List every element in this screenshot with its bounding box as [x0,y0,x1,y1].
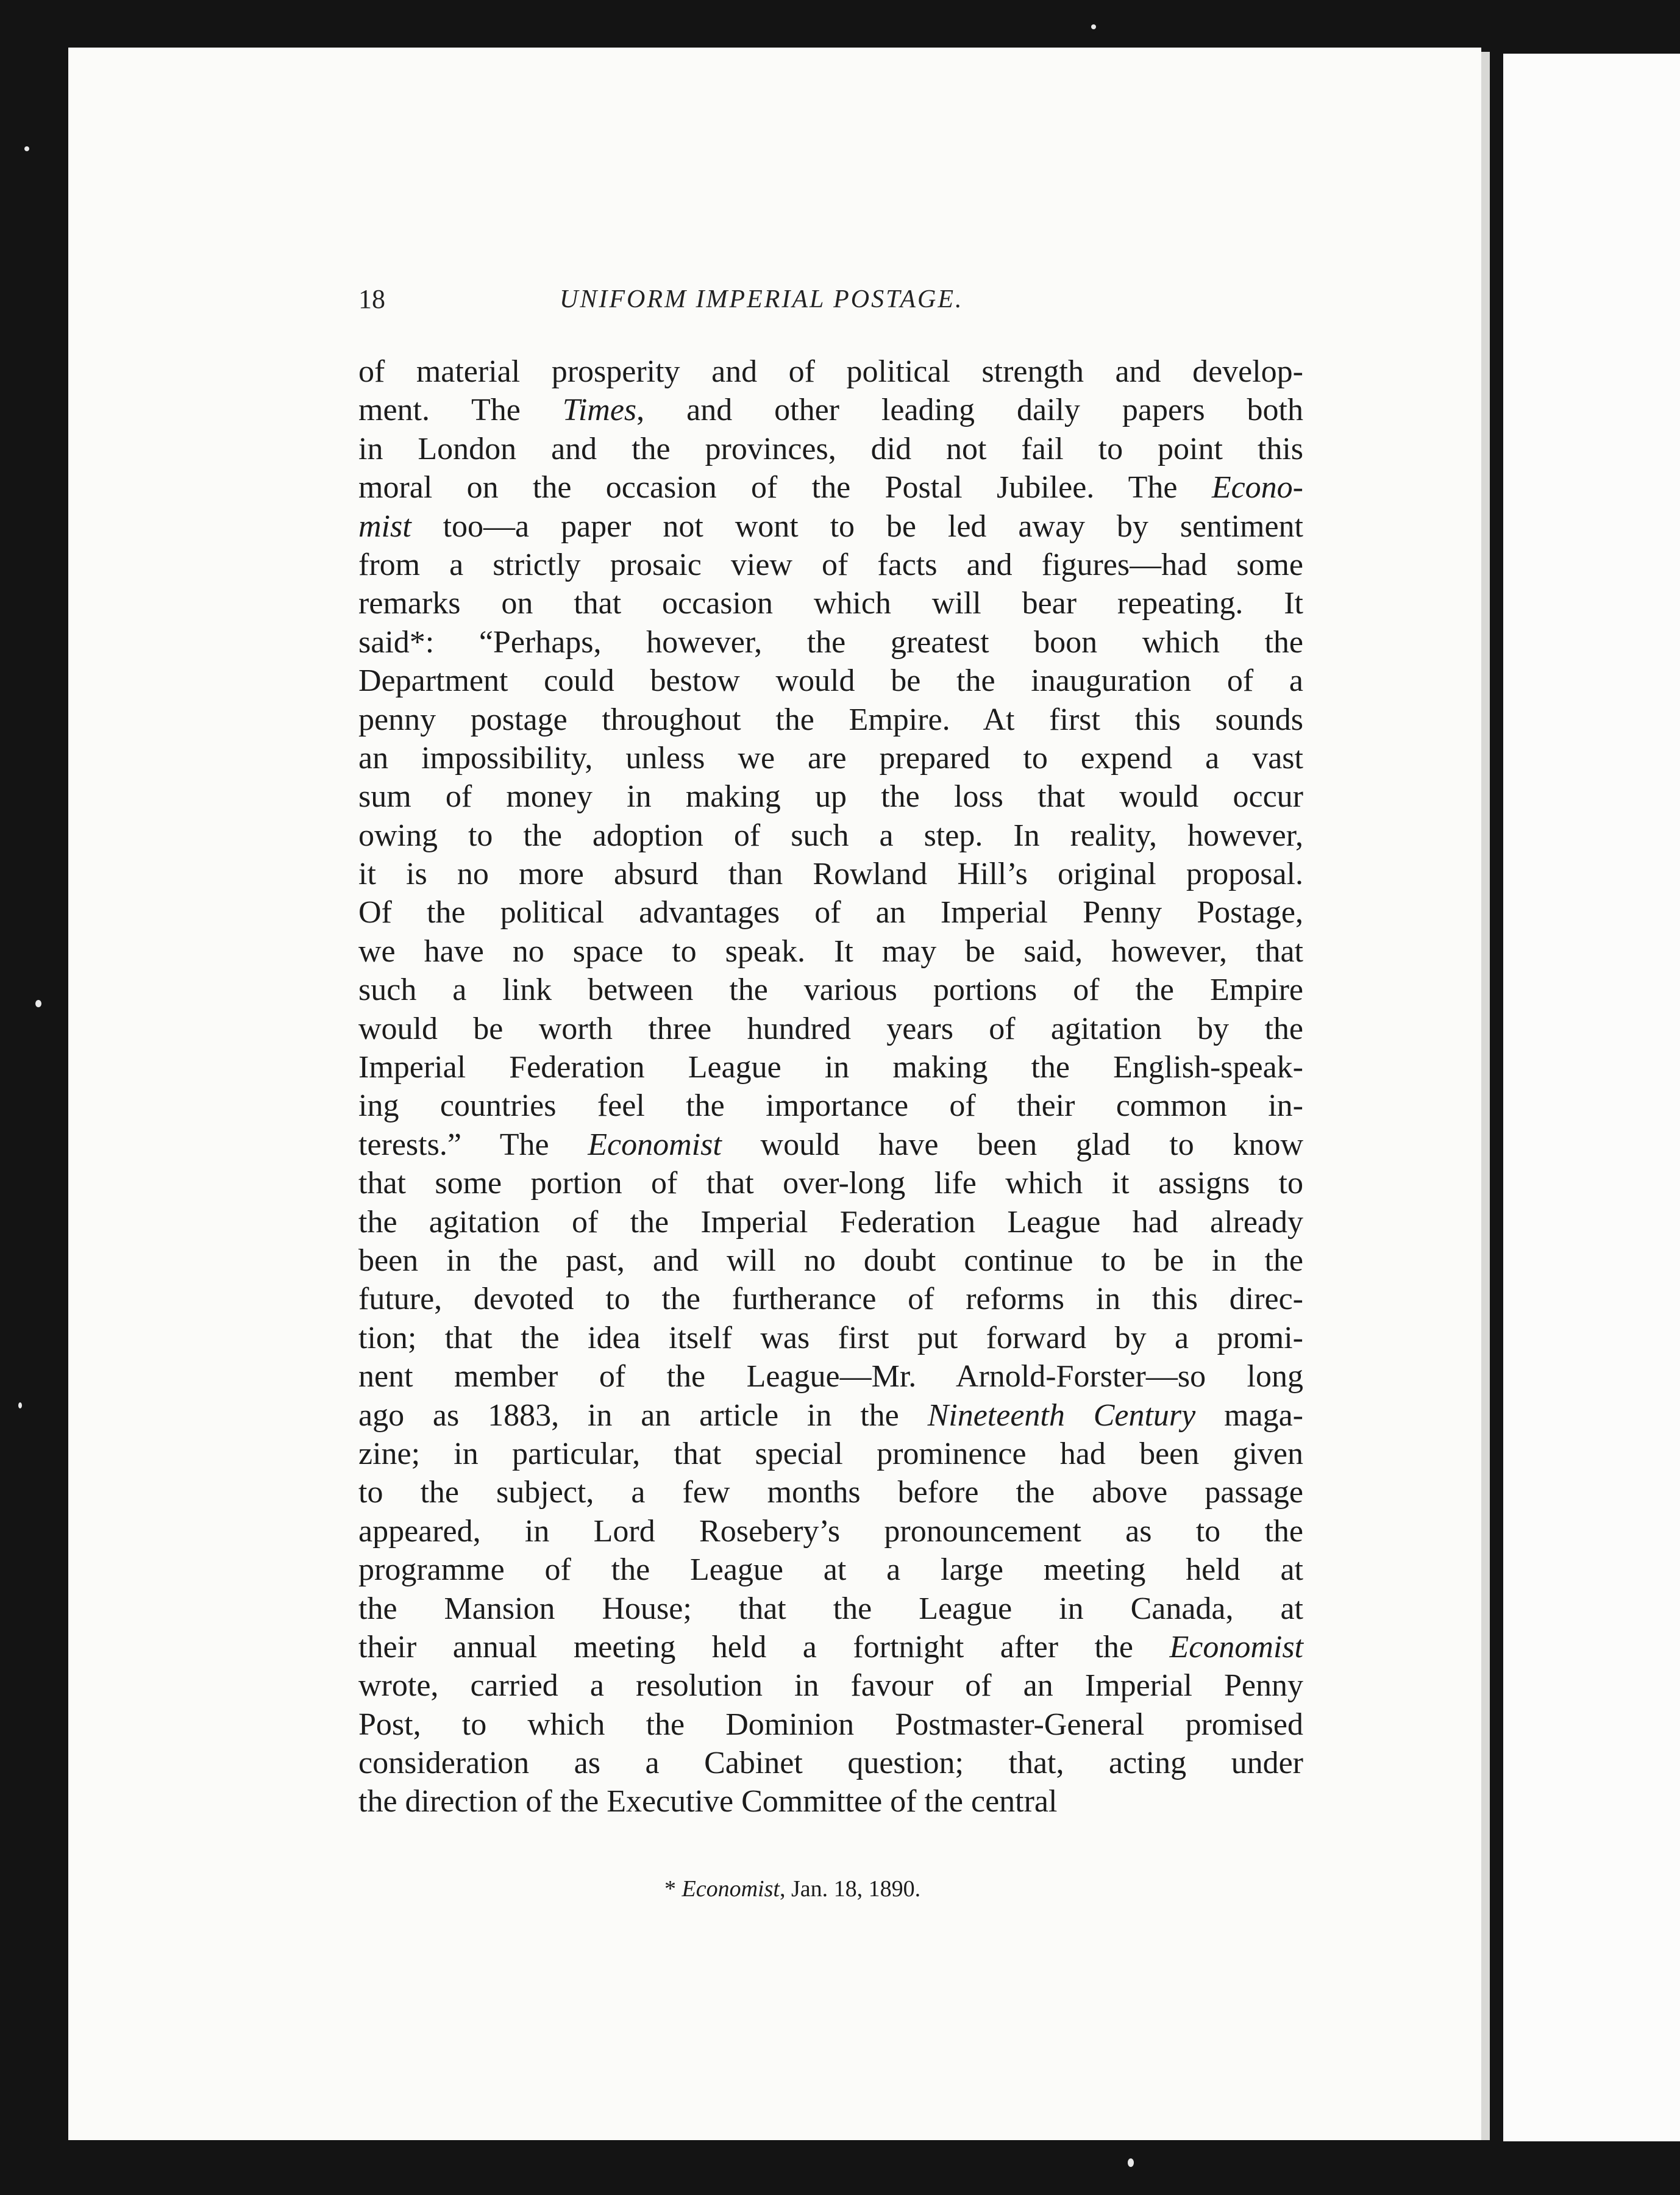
text-line: that some portion of that over-long life which it assigns to [358,1166,1303,1201]
scan-speck [24,146,29,151]
text-line: it is no more absurd than Rowland Hill’s original proposal. [358,857,1303,892]
body-text [358,352,1303,1821]
text-line: mist too—a paper not wont to be led away by sentiment [358,509,1303,544]
text-line: future, devoted to the furtherance of reforms in this direc- [358,1282,1303,1317]
facing-page-edge [1503,54,1680,2141]
text-line: ment. The Times, and other leading daily papers both [358,393,1303,428]
text-line: the agitation of the Imperial Federation League had already [358,1204,1303,1240]
text-line: ing countries feel the importance of their common in- [358,1088,1303,1124]
text-line: ago as 1883, in an article in the Nineteenth Century maga- [358,1397,1303,1433]
text-line: from a strictly prosaic view of facts and figures—had some [358,547,1303,582]
running-head [358,277,1419,321]
text-line: the direction of the Executive Committee of the central [358,1784,1058,1819]
footnote-marker: * [664,1876,676,1902]
text-line: we have no space to speak. It may be said, however, that [358,933,1303,969]
text-line: an impossibility, unless we are prepared to expend a vast [358,740,1303,776]
scan-speck [35,1000,41,1007]
footnote-source: Economist [682,1876,780,1902]
text-line: nent member of the League—Mr. Arnold-Forster—so long [358,1359,1303,1394]
text-line: of material prosperity and of political strength and develop- [358,354,1303,389]
scan-speck [18,1402,22,1408]
text-line: said*: “Perhaps, however, the greatest boon which the [358,624,1303,660]
text-line: appeared, in Lord Rosebery’s pronouncement as to the [358,1513,1303,1549]
footnote [664,1872,920,1906]
text-line: Of the political advantages of an Imperial Penny Postage, [358,895,1303,930]
text-line: consideration as a Cabinet question; that, acting under [358,1746,1303,1781]
text-line: Imperial Federation League in making the English-speak- [358,1050,1303,1085]
text-line: been in the past, and will no doubt continue to be in the [358,1243,1303,1278]
text-line: Post, to which the Dominion Postmaster-General promised [358,1707,1303,1742]
running-title: UNIFORM IMPERIAL POSTAGE. [560,285,964,313]
text-line: remarks on that occasion which will bear repeating. It [358,586,1303,621]
text-line: in London and the provinces, did not fail to point this [358,431,1303,466]
text-line: Department could bestow would be the inauguration of a [358,663,1303,699]
text-line: to the subject, a few months before the above passage [358,1475,1303,1510]
text-line: would be worth three hundred years of agitation by the [358,1011,1303,1046]
text-line: terests.” The Economist would have been glad to know [358,1127,1303,1162]
footnote-date: , Jan. 18, 1890. [779,1876,921,1902]
text-line: wrote, carried a resolution in favour of an Imperial Penny [358,1668,1303,1704]
text-line: programme of the League at a large meeting held at [358,1552,1303,1588]
scan-speck [1128,2158,1134,2167]
text-line: owing to the adoption of such a step. In reality, however, [358,818,1303,853]
text-line: their annual meeting held a fortnight after the Economist [358,1629,1303,1665]
text-line: sum of money in making up the loss that would occur [358,779,1303,815]
page-fold-shadow [1481,52,1490,2140]
page-number: 18 [358,284,385,314]
text-line: penny postage throughout the Empire. At first this sounds [358,702,1303,737]
text-line: tion; that the idea itself was first put forward by a promi- [358,1320,1303,1355]
text-line: such a link between the various portions of the Empire [358,973,1303,1008]
text-line: zine; in particular, that special prominence had been given [358,1436,1303,1471]
scan-speck [1091,24,1096,29]
text-line: the Mansion House; that the League in Canada, at [358,1591,1303,1626]
text-line: moral on the occasion of the Postal Jubilee. The Econo- [358,470,1303,505]
